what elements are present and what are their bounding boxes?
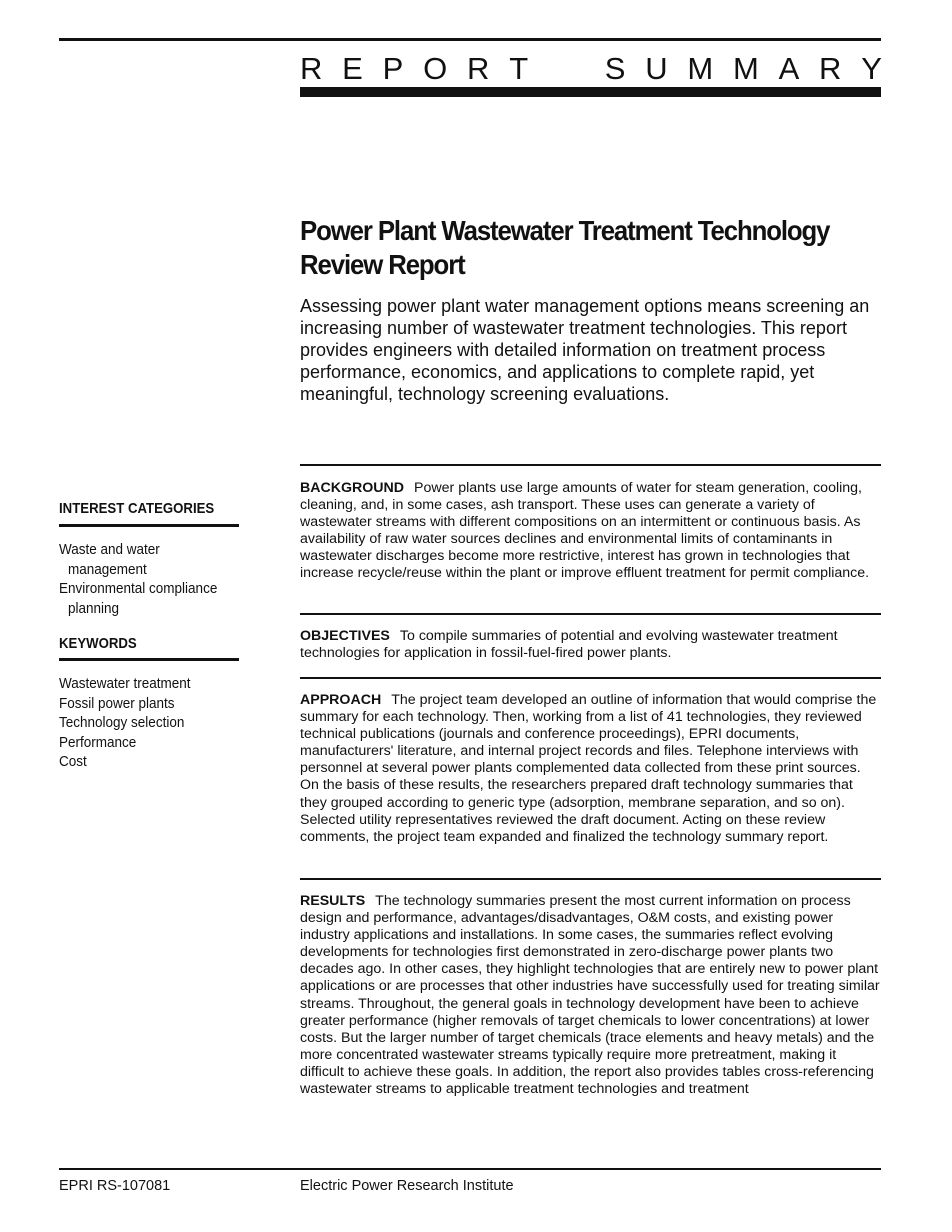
results-section [300, 893, 880, 1098]
heading-letter: M [732, 51, 759, 86]
keyword-item: Cost [59, 753, 87, 770]
heading-letter: R [300, 51, 323, 86]
heading-letter: U [645, 51, 668, 86]
objectives-rule [300, 613, 881, 615]
list-item-continued: planning [68, 599, 120, 617]
approach-text: The project team developed an outline of information that would comprise the summary for each technology. Then, working from a list of 41 technologies, they reviewed technical publications (journals and conference proceedings), EPRI documents, manufacturers' literature, and internal project records and files. Telephone interviews with personnel at several power plants complemented data collected from these print sources. On the basis of these results, the researchers prepared draft technology summaries that they grouped according to generic type (adsorption, membrane separation, and so on). Selected utility representatives reviewed the draft document. Acting on these review comments, the project team expanded and finalized the technology summary report. [300, 692, 877, 845]
footer-rule [59, 1168, 881, 1170]
interest-categories-list [59, 540, 257, 618]
lead-paragraph: Assessing power plant water management options means screening an increasing number of wastewater treatment technologies. This report provides engineers with detailed information on treatment process performance, economics, and applications to complete rapid, yet meaningful, technology screening evaluations. [300, 296, 870, 404]
heading-letter: S [604, 51, 626, 86]
keywords-heading: KEYWORDS [59, 635, 137, 652]
keywords-list [59, 674, 257, 772]
heading-letter: E [342, 51, 363, 86]
heading-letter: M [687, 51, 714, 86]
report-summary-heading [300, 52, 882, 86]
header-bar [300, 87, 881, 97]
results-label: RESULTS [300, 893, 366, 909]
keyword-item: Wastewater treatment [59, 675, 191, 692]
heading-letter: R [467, 51, 490, 86]
heading-letter: P [382, 51, 404, 86]
institute-name: Electric Power Research Institute [300, 1178, 514, 1194]
heading-letter: Y [861, 51, 882, 86]
heading-letter: T [509, 51, 529, 86]
top-rule [59, 38, 881, 41]
background-section [300, 480, 880, 583]
heading-letter: O [423, 51, 448, 86]
keywords-rule [59, 658, 239, 661]
approach-label: APPROACH [300, 692, 382, 708]
background-label: BACKGROUND [300, 480, 405, 496]
results-text: The technology summaries present the most current information on process design and performance, advantages/disadvantages, O&M costs, and existing power industry applications and installations. In some cases, the summaries reflect evolving developments for technologies first demonstrated in zero-discharge power plants two decades ago. In other cases, they highlight technologies that are entirely new to power plant applications or are processes that other industries have successfully used for treating similar streams. Throughout, the general goals in technology development have been to achieve greater performance (higher removals of target chemicals to lower concentrations) at lower costs. But the larger number of target chemicals (trace elements and heavy metals) and the more concentrated wastewater streams typically require more pretreatment, making it difficult to achieve these goals. In addition, the report also provides tables cross-referencing wastewater streams to applicable treatment technologies and treatment [300, 893, 880, 1098]
interest-rule [59, 524, 239, 527]
background-rule [300, 464, 881, 466]
title-line-1: Power Plant Wastewater Treatment Technology [300, 215, 830, 246]
page-title [300, 214, 880, 282]
heading-letter [576, 52, 585, 86]
approach-section [300, 692, 880, 846]
keyword-item: Technology selection [59, 714, 185, 731]
interest-categories-heading: INTEREST CATEGORIES [59, 500, 215, 517]
objectives-section [300, 628, 880, 662]
results-rule [300, 878, 881, 880]
heading-letter [548, 52, 557, 86]
heading-letter: R [819, 51, 842, 86]
objectives-text: To compile summaries of potential and evolving wastewater treatment technologies for application in fossil-fuel-fired power plants. [300, 628, 838, 662]
title-line-2: Review Report [300, 249, 465, 280]
list-item: Waste and water [59, 541, 160, 558]
list-item-continued: management [68, 560, 147, 578]
keyword-item: Performance [59, 733, 137, 751]
objectives-label: OBJECTIVES [300, 628, 390, 644]
heading-letter: A [778, 51, 800, 86]
list-item: Environmental compliance [59, 580, 218, 597]
keyword-item: Fossil power plants [59, 694, 175, 712]
approach-rule [300, 677, 881, 679]
report-number: EPRI RS-107081 [59, 1178, 171, 1194]
background-text: Power plants use large amounts of water for steam generation, cooling, cleaning, and, in some cases, ash transport. These uses can generate a variety of wastewater streams with different compositions on an intermittent or continuous basis. As availability of raw water sources declines and environmental limits of contaminants in wastewater discharges become more restrictive, interest has grown in technologies that increase recycle/reuse within the plant or improve effluent treatment for permit compliance. [300, 480, 870, 582]
